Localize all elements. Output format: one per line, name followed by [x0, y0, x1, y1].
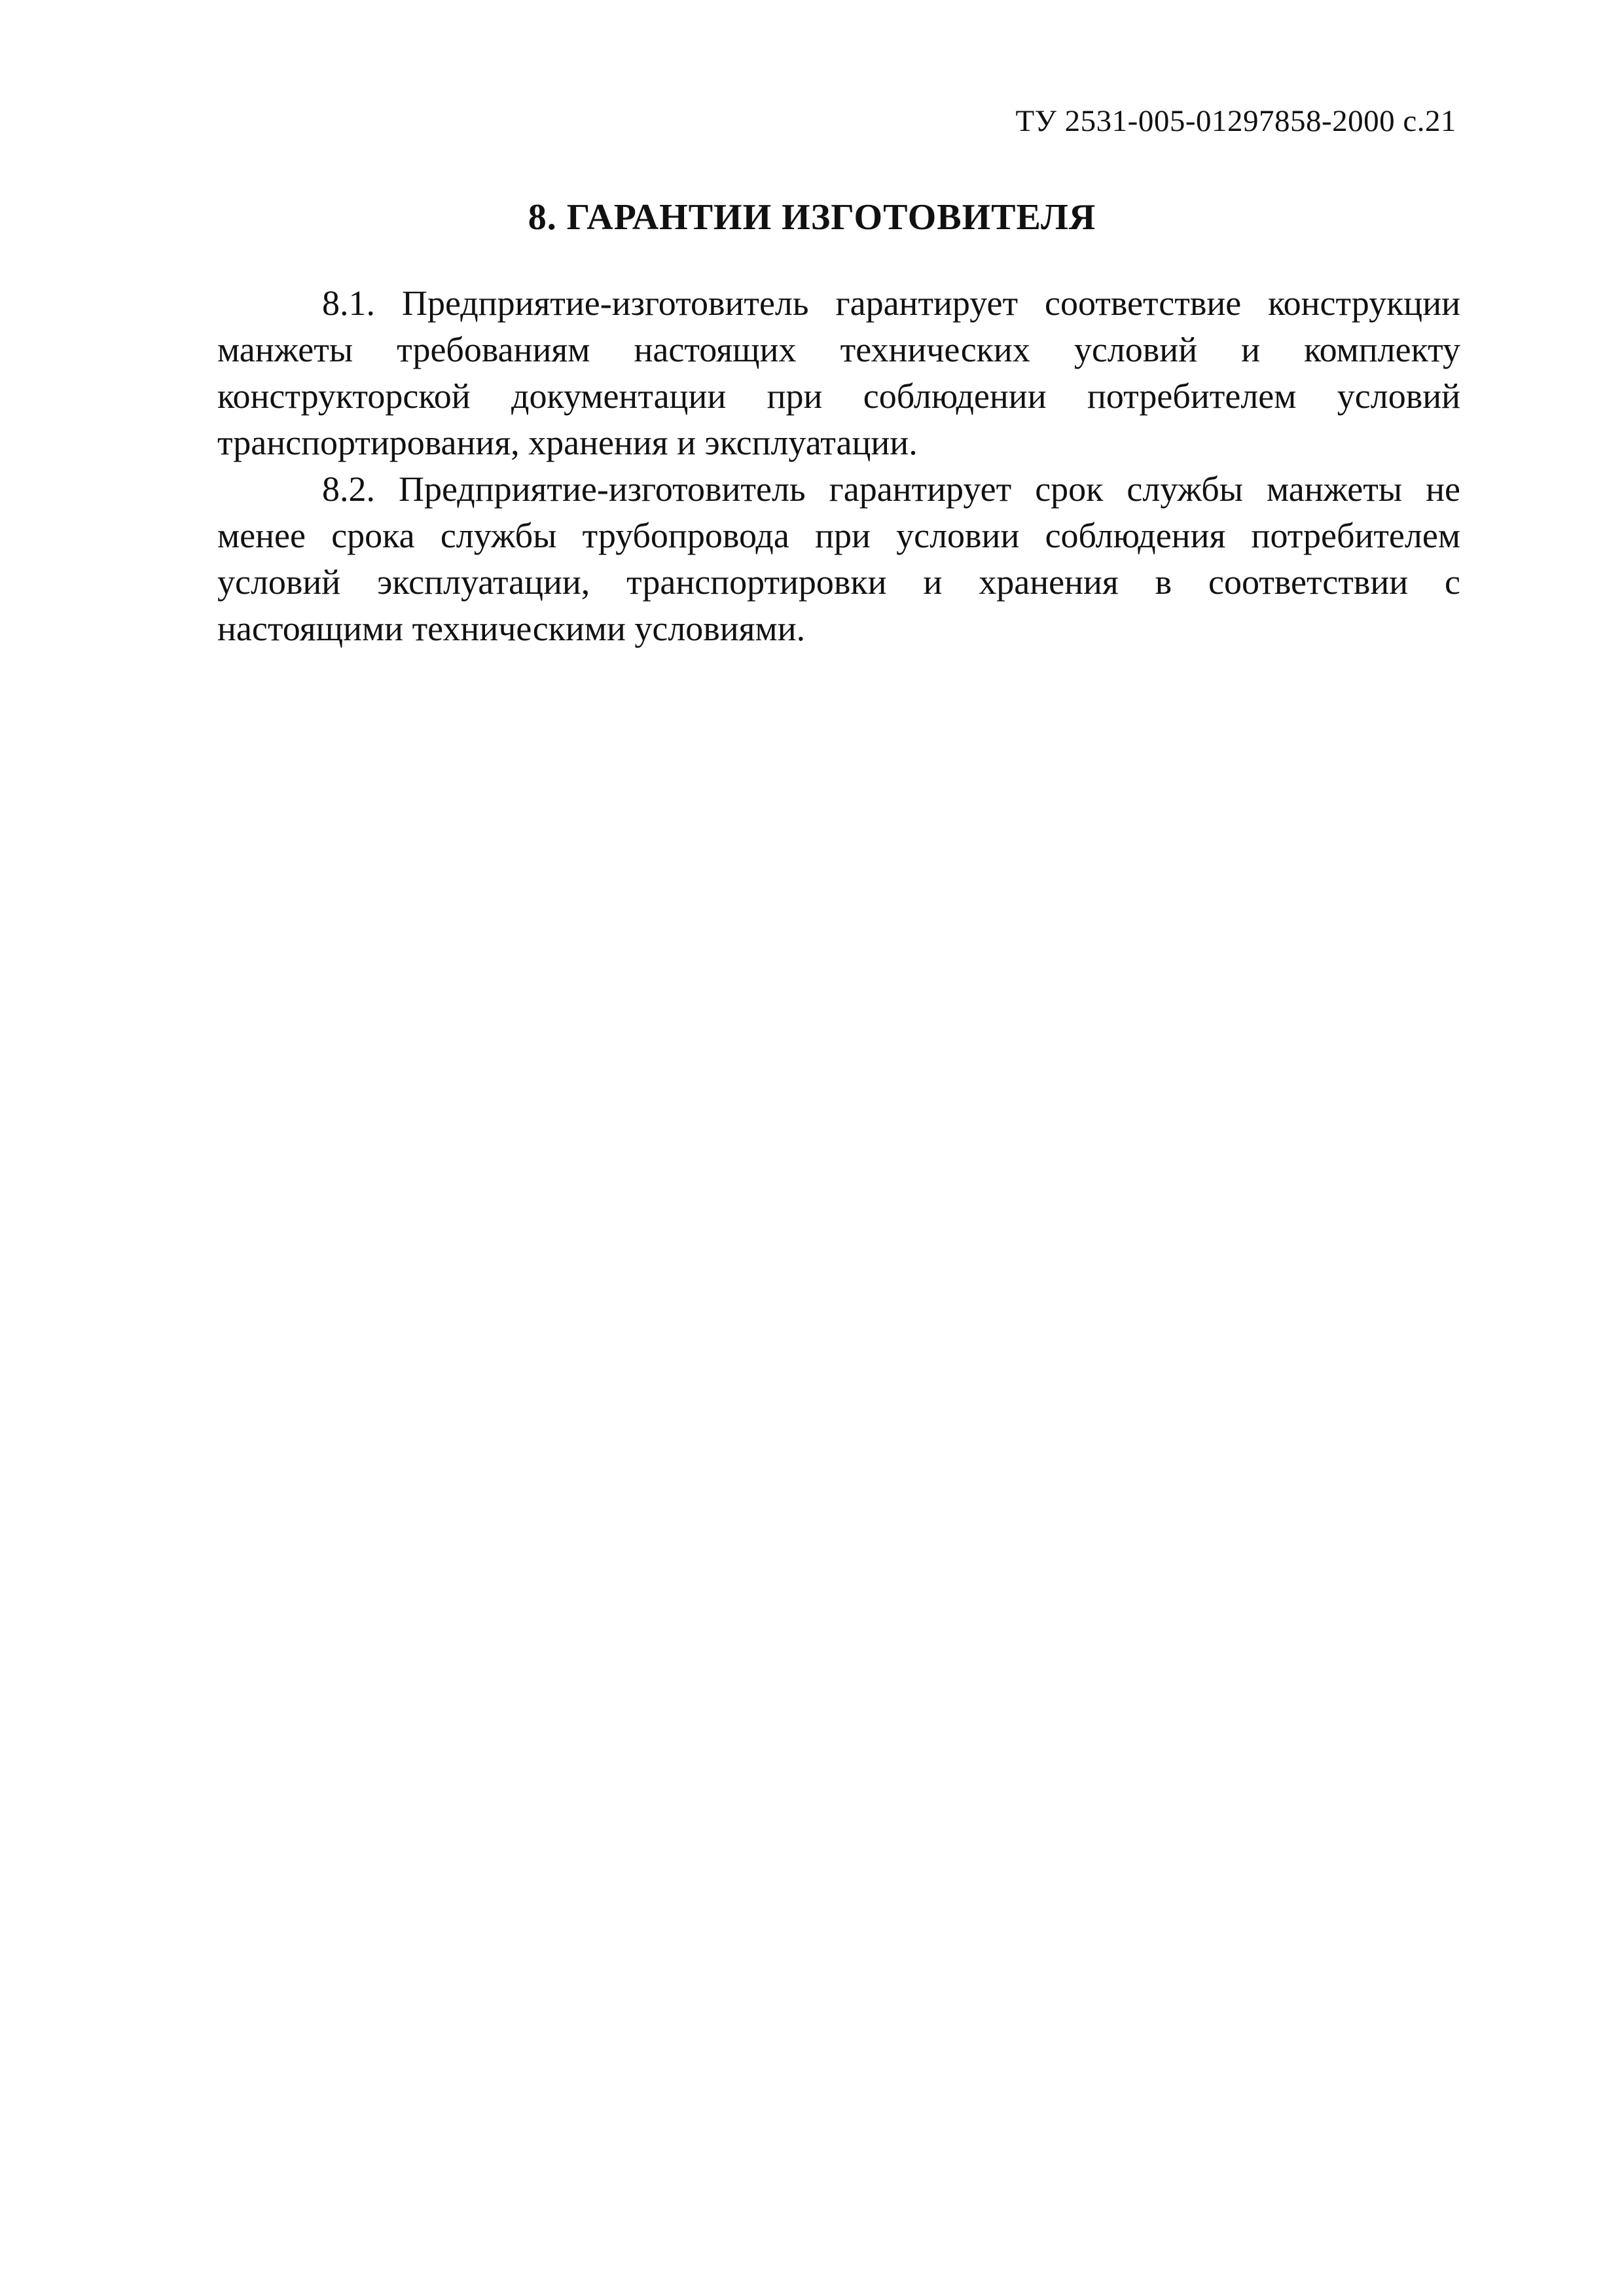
section-title: 8. ГАРАНТИИ ИЗГОТОВИТЕЛЯ	[528, 197, 1096, 238]
paragraph-8-2: 8.2. Предприятие-изготовитель гарантирует срок службы манжеты не менее срока службы трубопровода при условии соблюдения потребителем условий эксплуатации, транспортировки и хранения в соответствии с настоящими техническими условиями.	[217, 469, 1460, 648]
paragraph-8-1: 8.1. Предприятие-изготовитель гарантирует соответствие конструкции манжеты требованиям настоящих технических условий и комплекту конструкторской документации при соблюдении потребителем условий транспортирования, хранения и эксплуатации.	[217, 283, 1460, 462]
page-header-document-ref: ТУ 2531-005-01297858-2000 с.21	[1015, 104, 1456, 138]
section-body	[217, 280, 1460, 652]
